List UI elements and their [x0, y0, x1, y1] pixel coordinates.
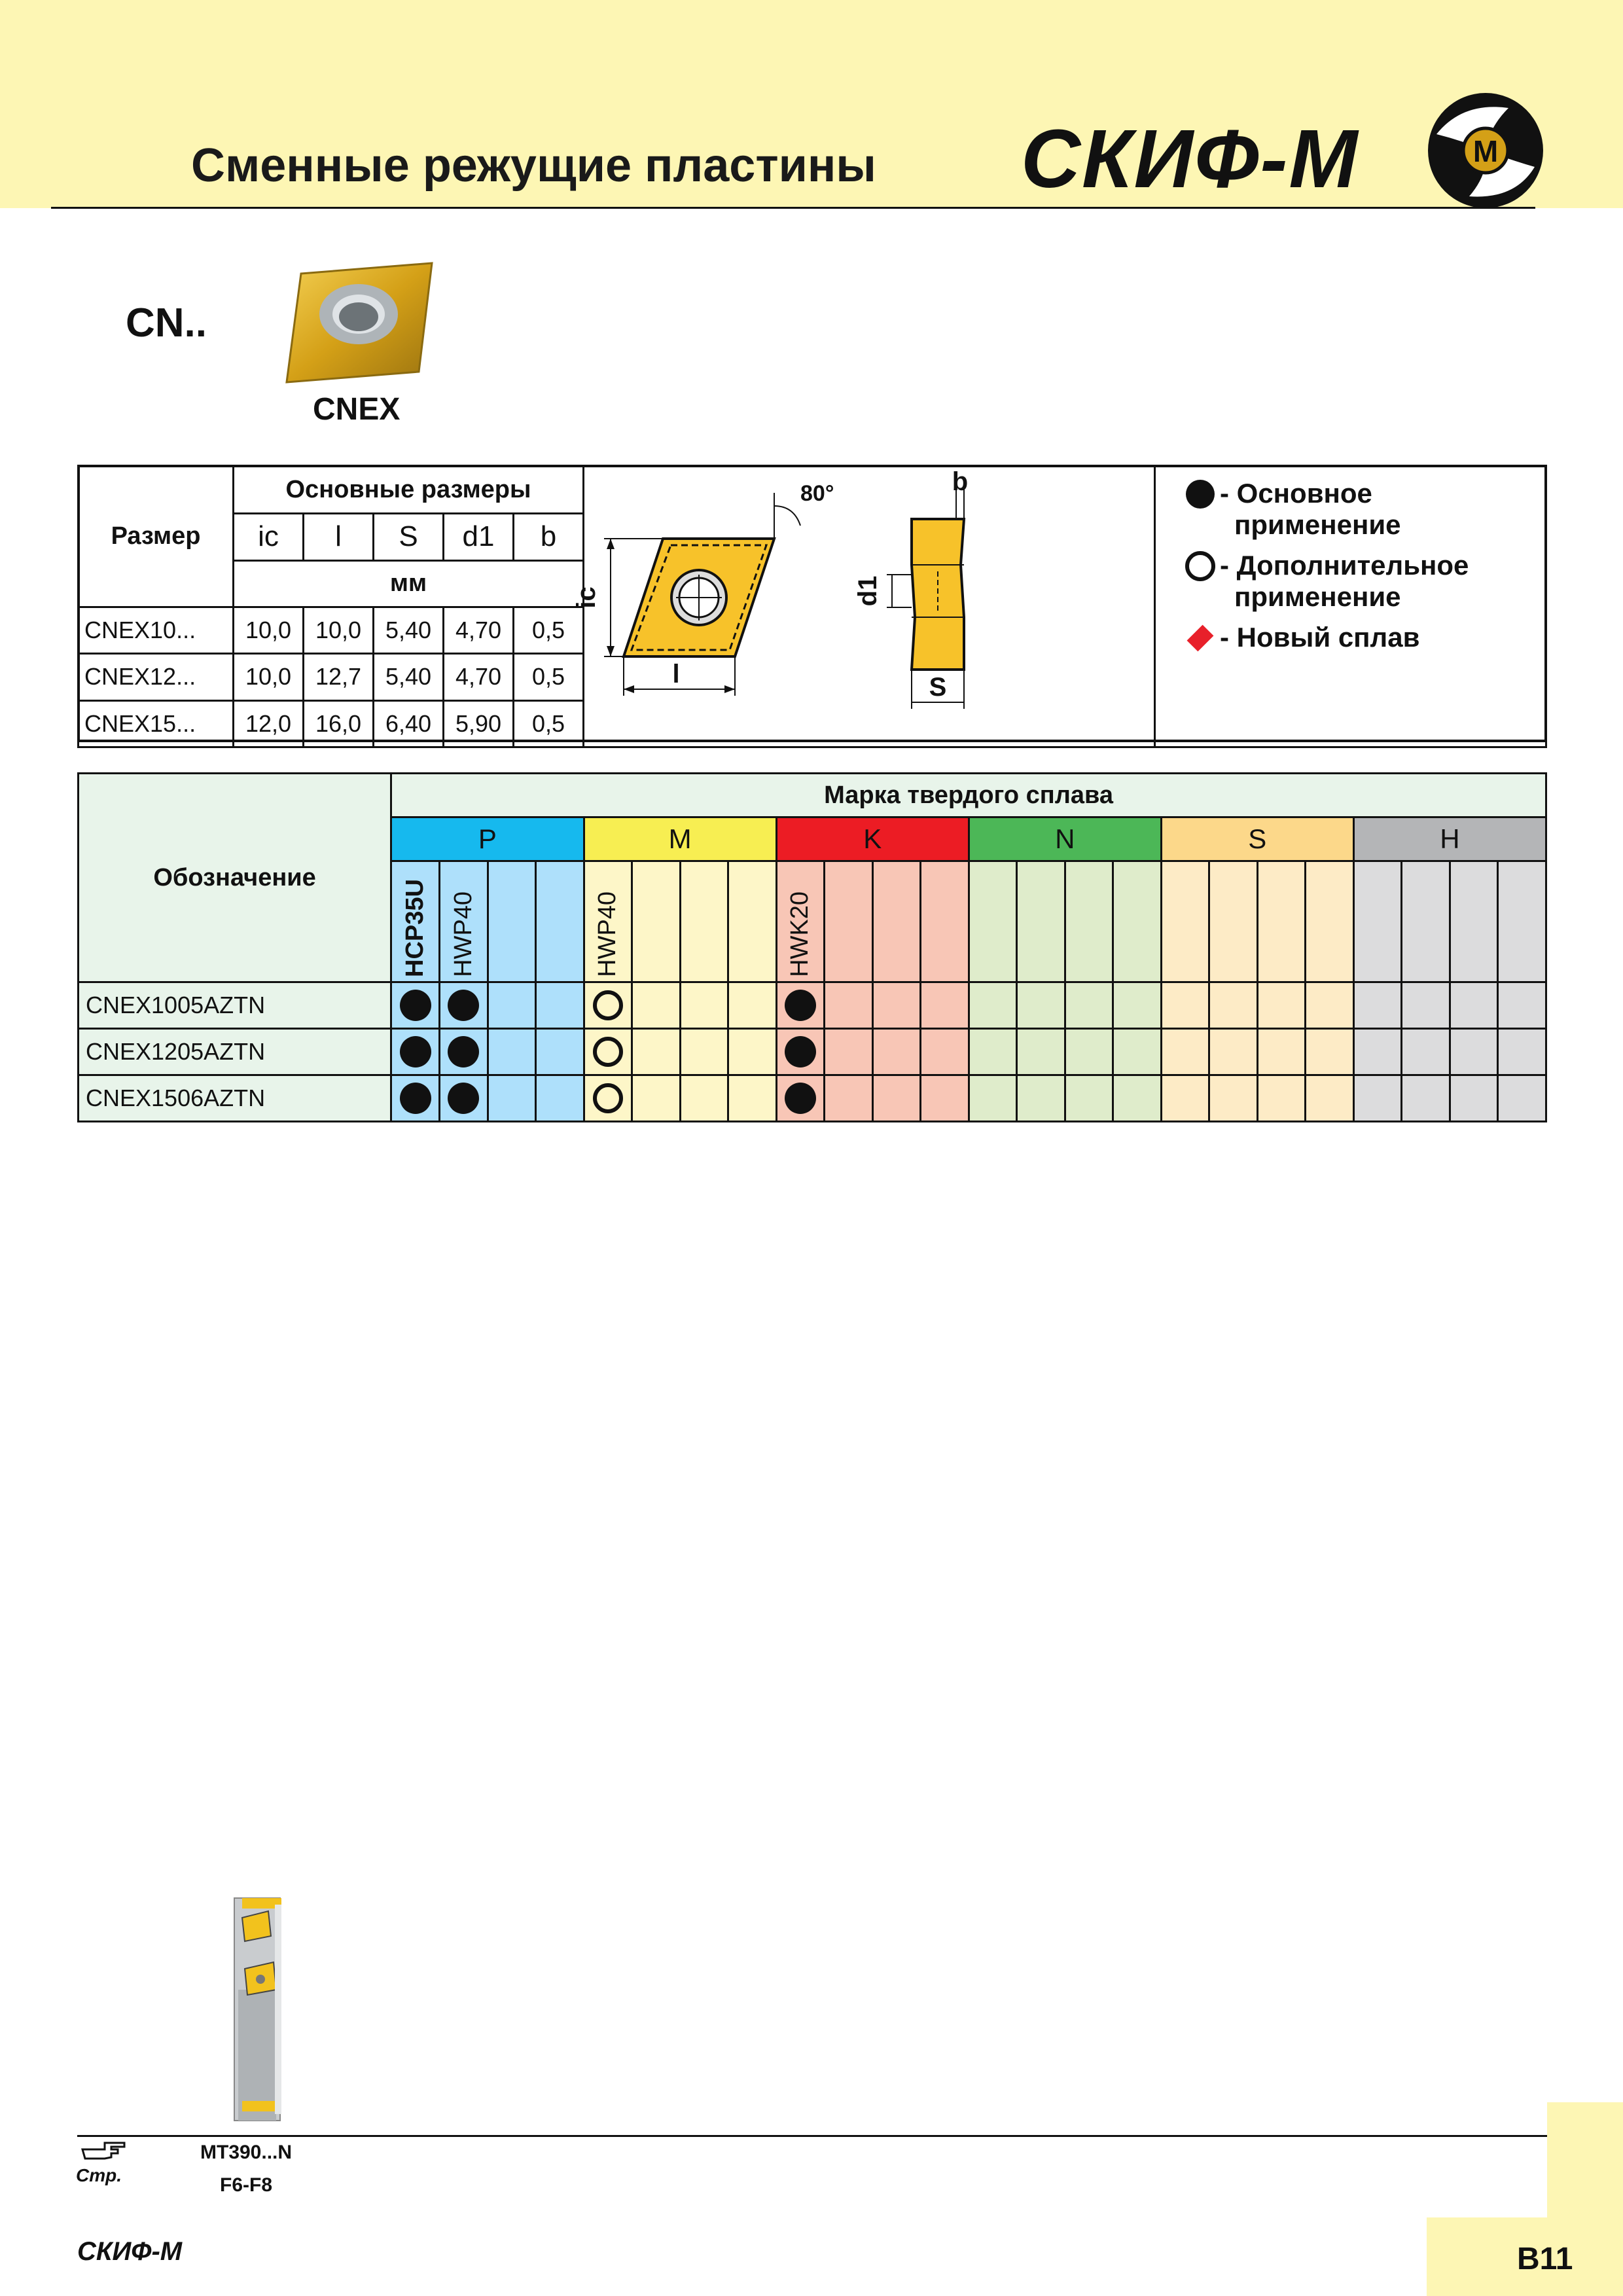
grade-cell — [1450, 982, 1498, 1029]
grade-header-cell — [1017, 861, 1065, 982]
row-name: CNEX12... — [79, 654, 234, 700]
grade-cell — [391, 982, 440, 1029]
reference-pages: F6-F8 — [220, 2174, 273, 2196]
cell-value: 12,0 — [234, 700, 304, 747]
grade-cell — [1161, 1029, 1209, 1075]
cell-value: 10,0 — [304, 607, 374, 653]
grade-cell — [776, 1029, 825, 1075]
legend-text: применение — [1234, 581, 1401, 612]
grade-header-cell — [1450, 861, 1498, 982]
col-l: l — [304, 514, 374, 560]
cell-value: 0,5 — [514, 700, 584, 747]
size-header: Размер — [79, 466, 234, 607]
grade-cell — [1257, 1075, 1306, 1122]
row-name: CNEX1005AZTN — [79, 982, 391, 1029]
group-P: P — [391, 817, 584, 861]
filled-dot-icon — [785, 990, 816, 1021]
grade-cell — [391, 1075, 440, 1122]
grade-cell — [969, 1029, 1017, 1075]
grade-cell — [536, 1029, 584, 1075]
cell-value: 10,0 — [234, 654, 304, 700]
footer-brand: СКИФ-М — [77, 2237, 183, 2266]
red-diamond-icon — [1187, 625, 1214, 652]
grade-cell — [969, 1075, 1017, 1122]
legend-item-new — [1181, 622, 1547, 655]
brand-logo — [1008, 105, 1544, 209]
cell-value: 5,40 — [374, 654, 444, 700]
grade-cell — [1113, 1029, 1162, 1075]
grade-cell — [921, 982, 969, 1029]
grade-header-cell — [776, 861, 825, 982]
grade-cell — [1353, 982, 1402, 1029]
filled-dot-icon — [448, 990, 479, 1021]
cell-value: 6,40 — [374, 700, 444, 747]
page-number: B11 — [1517, 2242, 1573, 2276]
grade-cell — [1498, 1075, 1546, 1122]
page-title: Сменные режущие пластины — [191, 139, 876, 192]
legend-text: - Новый сплав — [1220, 622, 1420, 653]
brand-badge-icon — [1423, 88, 1548, 213]
grade-cell — [825, 982, 872, 1029]
grade-header-cell — [921, 861, 969, 982]
legend-text: - Дополнительное — [1220, 550, 1469, 581]
grade-cell — [1450, 1029, 1498, 1075]
hollow-ring-icon — [593, 990, 623, 1020]
group-N: N — [969, 817, 1161, 861]
grade-title: Марка твердого сплава — [391, 774, 1546, 817]
grade-name: HWP40 — [449, 891, 477, 977]
grade-cell — [391, 1029, 440, 1075]
grade-header-cell — [1257, 861, 1306, 982]
header-rule — [51, 207, 1535, 209]
grade-cell — [1257, 982, 1306, 1029]
grade-cell — [680, 1075, 728, 1122]
grade-cell — [488, 1075, 535, 1122]
grade-cell — [1257, 1029, 1306, 1075]
grade-cell — [921, 1029, 969, 1075]
row-name: CNEX1506AZTN — [79, 1075, 391, 1122]
footer-rule — [77, 2135, 1550, 2137]
grade-cell — [1209, 1029, 1258, 1075]
svg-text:b: b — [952, 467, 969, 496]
table-row — [79, 1029, 1546, 1075]
grade-cell — [969, 982, 1017, 1029]
legend-text: применение — [1234, 509, 1401, 540]
grade-header-cell — [488, 861, 535, 982]
grade-cell — [1017, 982, 1065, 1029]
grade-cell — [825, 1029, 872, 1075]
svg-text:l: l — [672, 660, 680, 689]
grade-cell — [921, 1075, 969, 1122]
legend-item-additional — [1181, 550, 1547, 613]
grade-header-cell — [1306, 861, 1354, 982]
grade-header-cell — [584, 861, 632, 982]
grade-header-cell — [969, 861, 1017, 982]
grade-cell — [488, 982, 535, 1029]
grade-cell — [776, 1075, 825, 1122]
legend-item-main — [1181, 478, 1547, 541]
table-row — [79, 982, 1546, 1029]
grade-cell — [1306, 1075, 1354, 1122]
grade-header-cell — [1065, 861, 1113, 982]
grade-cell — [680, 1029, 728, 1075]
grade-header-cell — [536, 861, 584, 982]
grade-cell — [872, 1029, 920, 1075]
row-name: CNEX1205AZTN — [79, 1029, 391, 1075]
col-b: b — [514, 514, 584, 560]
grade-cell — [1161, 1075, 1209, 1122]
grade-cell — [1353, 1029, 1402, 1075]
grade-header-cell — [728, 861, 776, 982]
grade-cell — [728, 982, 776, 1029]
filled-dot-icon — [448, 1083, 479, 1114]
grade-cell — [1450, 1075, 1498, 1122]
filled-dot-icon — [400, 1083, 431, 1114]
cell-value: 0,5 — [514, 607, 584, 653]
insert-family-code: CN.. — [126, 300, 207, 346]
grade-name: HWK20 — [786, 891, 814, 977]
svg-text:ic: ic — [572, 586, 601, 609]
pointing-hand-icon — [79, 2130, 131, 2169]
grades-table — [77, 772, 1547, 1122]
tool-holder-image — [216, 1892, 301, 2127]
grade-cell — [439, 1029, 488, 1075]
grade-cell — [536, 982, 584, 1029]
grade-header-cell — [1113, 861, 1162, 982]
filled-dot-icon — [448, 1036, 479, 1067]
grade-cell — [1017, 1075, 1065, 1122]
grade-cell — [632, 1029, 680, 1075]
svg-text:M: M — [1472, 134, 1499, 168]
reference-tool: MT390...N — [200, 2142, 293, 2163]
grade-cell — [632, 1075, 680, 1122]
grade-cell — [1113, 1075, 1162, 1122]
grade-header-cell — [1498, 861, 1546, 982]
see-page-label: Стр. — [76, 2165, 122, 2185]
grade-cell — [536, 1075, 584, 1122]
filled-dot-icon — [785, 1036, 816, 1067]
grade-cell — [1402, 982, 1450, 1029]
cell-value: 4,70 — [444, 654, 514, 700]
grade-header-cell — [825, 861, 872, 982]
grade-cell — [728, 1029, 776, 1075]
table-row — [79, 1075, 1546, 1122]
grade-header-cell — [1353, 861, 1402, 982]
grade-header-cell — [872, 861, 920, 982]
unit-label: мм — [234, 560, 584, 607]
grade-cell — [1498, 1029, 1546, 1075]
svg-text:S: S — [929, 673, 947, 702]
grade-header-cell — [391, 861, 440, 982]
grade-cell — [488, 1029, 535, 1075]
grade-cell — [439, 982, 488, 1029]
cell-value: 4,70 — [444, 607, 514, 653]
grade-cell — [584, 1075, 632, 1122]
svg-text:80°: 80° — [800, 481, 834, 506]
grade-cell — [776, 982, 825, 1029]
col-S: S — [374, 514, 444, 560]
grade-cell — [1113, 982, 1162, 1029]
grade-cell — [872, 1075, 920, 1122]
hollow-ring-icon — [1185, 551, 1215, 581]
group-H: H — [1353, 817, 1546, 861]
grade-cell — [1065, 1029, 1113, 1075]
grade-cell — [1065, 1075, 1113, 1122]
grade-cell — [584, 1029, 632, 1075]
cell-value: 5,40 — [374, 607, 444, 653]
grade-cell — [1017, 1029, 1065, 1075]
grade-cell — [1498, 982, 1546, 1029]
grade-cell — [1209, 1075, 1258, 1122]
grade-cell — [680, 982, 728, 1029]
cell-value: 10,0 — [234, 607, 304, 653]
grade-cell — [632, 982, 680, 1029]
svg-text:d1: d1 — [853, 575, 882, 607]
cell-value: 5,90 — [444, 700, 514, 747]
filled-dot-icon — [400, 1036, 431, 1067]
grade-cell — [584, 982, 632, 1029]
grade-cell — [1306, 1029, 1354, 1075]
grade-name: HWP40 — [594, 891, 622, 977]
group-M: M — [584, 817, 776, 861]
grade-header-cell — [680, 861, 728, 982]
insert-name: CNEX — [313, 392, 401, 427]
grade-name: HCP35U — [401, 879, 429, 977]
cell-value: 0,5 — [514, 654, 584, 700]
grade-header-cell — [1161, 861, 1209, 982]
row-name: CNEX15... — [79, 700, 234, 747]
grade-cell — [1306, 982, 1354, 1029]
insert-drawing — [572, 467, 1154, 740]
col-d1: d1 — [444, 514, 514, 560]
group-S: S — [1161, 817, 1353, 861]
filled-dot-icon — [1186, 480, 1215, 509]
designation-header: Обозначение — [79, 774, 391, 982]
grade-cell — [1402, 1075, 1450, 1122]
grade-header-cell — [439, 861, 488, 982]
row-name: CNEX10... — [79, 607, 234, 653]
grade-header-cell — [1402, 861, 1450, 982]
hollow-ring-icon — [593, 1037, 623, 1067]
filled-dot-icon — [785, 1083, 816, 1114]
grade-cell — [1161, 982, 1209, 1029]
legend-text: - Основное — [1220, 478, 1372, 509]
col-ic: ic — [234, 514, 304, 560]
cell-value: 12,7 — [304, 654, 374, 700]
hollow-ring-icon — [593, 1083, 623, 1113]
main-dims-header: Основные размеры — [234, 466, 584, 514]
grade-cell — [872, 982, 920, 1029]
grade-cell — [1353, 1075, 1402, 1122]
drawing-cell — [572, 466, 1155, 747]
legend — [1181, 478, 1547, 664]
cell-value: 16,0 — [304, 700, 374, 747]
grade-header-cell — [1209, 861, 1258, 982]
grade-cell — [728, 1075, 776, 1122]
grade-cell — [1209, 982, 1258, 1029]
grade-cell — [1065, 982, 1113, 1029]
grade-header-cell — [632, 861, 680, 982]
grade-cell — [1402, 1029, 1450, 1075]
brand-name: СКИФ-М — [1021, 113, 1359, 205]
group-K: K — [776, 817, 969, 861]
filled-dot-icon — [400, 990, 431, 1021]
grade-cell — [825, 1075, 872, 1122]
grade-cell — [439, 1075, 488, 1122]
insert-photo — [281, 260, 438, 391]
